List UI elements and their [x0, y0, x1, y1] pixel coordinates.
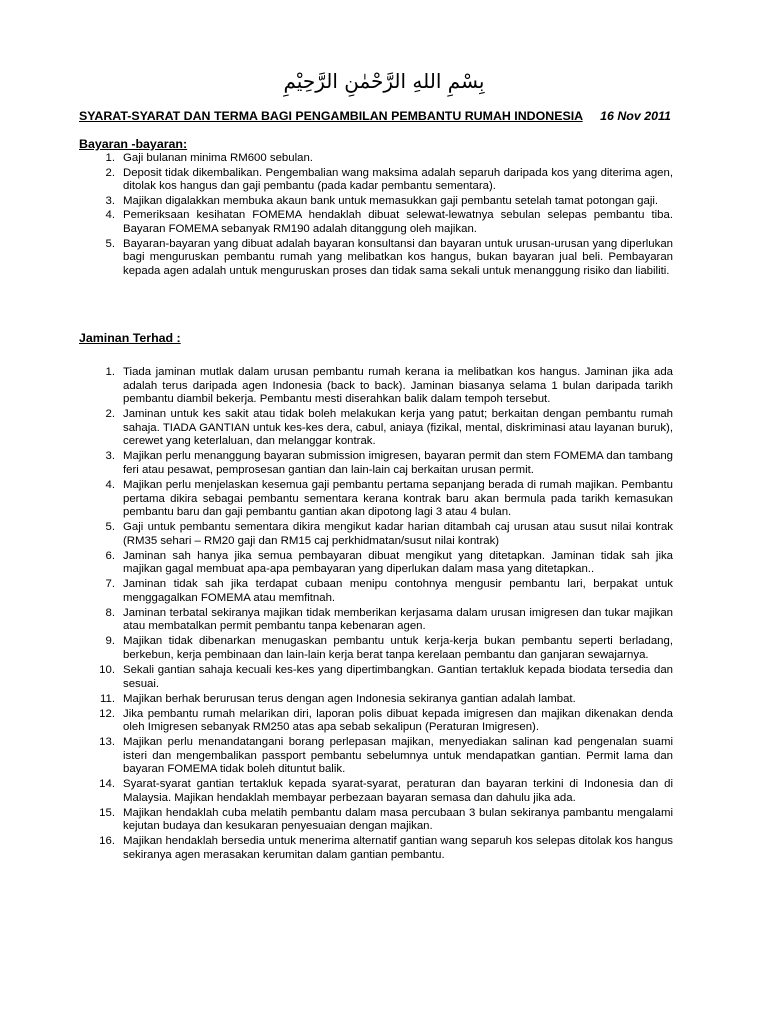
section-heading-bayaran: Bayaran -bayaran: [79, 137, 188, 151]
list-item-text: Jaminan terbatal sekiranya majikan tidak memberikan kerjasama dalam urusan imigresen dan tukar majikan atau membatalkan permit pembantu tanpa kebenaran agen. [123, 606, 673, 633]
list-item-number: 1. [105, 152, 115, 164]
list-item [79, 366, 673, 407]
list-item-number: 4. [105, 478, 115, 491]
list-item-text: Majikan berhak berurusan terus dengan agen Indonesia sekiranya gantian adalah lambat. [123, 692, 576, 705]
list-item-text: Tiada jaminan mutlak dalam urusan pembantu rumah kerana ia melibatkan kos hangus. Jaminan jika ada adalah terus daripada agen Indonesia (back to back). Jaminan biasanya selama 1 bulan daripada tarikh pembantu diambil bekerja. Pembantu mesti diserahkan balik dalam tempoh tersebut. [123, 366, 673, 406]
list-item-text: Jika pembantu rumah melarikan diri, laporan polis dibuat kepada imigresen dan majikan dikenakan denda oleh Imigresen sebanyak RM250 atas apa sebab sekalipun (Peraturan Imigresen). [123, 707, 673, 734]
list-item [79, 664, 673, 691]
list-item-number: 2. [105, 408, 115, 421]
list-item-number: 8. [105, 606, 115, 619]
list-item-number: 6. [105, 549, 115, 562]
list-item-number: 13. [99, 736, 115, 749]
list-item-text: Majikan perlu menanggung bayaran submission imigresen, bayaran permit dan stem FOMEMA dan tambang feri atau pesawat, pemprosesan gantian dan lain-lain caj berkaitan urusan permit. [123, 450, 673, 476]
list-item [79, 708, 673, 735]
list-item-text: Jaminan tidak sah jika terdapat cubaan menipu contohnya mengusir pembantu lari, berpakat untuk menggagalkan FOMEMA atau memfitnah. [123, 578, 673, 604]
basmalah-calligraphy: بِسْمِ اللهِ الرَّحْمٰنِ الرَّحِيْمِ [283, 69, 485, 93]
list-item [79, 450, 673, 477]
list-item-text: Deposit tidak dikembalikan. Pengembalian wang maksima adalah separuh daripada kos yang diterima agen, ditolak kos hangus dan gaji pembantu (pada kadar pembantu sementara). [123, 166, 673, 193]
list-item [79, 578, 673, 605]
list-item-text: Majikan hendaklah cuba melatih pembantu dalam masa percubaan 3 bulan sekiranya pambantu mengalami kejutan budaya dan kesukaran penyesuaian dengan majikan. [123, 806, 673, 833]
list-item-text: Gaji untuk pembantu sementara dikira mengikut kadar harian ditambah caj urusan atau susut nilai kontrak (RM35 sehari – RM20 gaji dan RM15 caj perkhidmatan/susut nilai kontrak) [123, 521, 673, 547]
list-item-number: 15. [99, 806, 115, 819]
list-item [79, 195, 673, 209]
list-item-text: Gaji bulanan minima RM600 sebulan. [123, 152, 313, 164]
list-item [79, 209, 673, 236]
list-item-number: 16. [99, 835, 115, 848]
list-item-text: Sekali gantian sahaja kecuali kes-kes yang dipertimbangkan. Gantian tertakluk kepada biodata tersedia dan sesuai. [123, 663, 673, 690]
document-date: 16 Nov 2011 [600, 109, 671, 123]
list-item-number: 10. [99, 663, 115, 676]
list-item-text: Majikan perlu menjelaskan kesemua gaji pembantu pertama sepanjang berada di rumah majikan. Pembantu pertama dikira sebagai pembantu sementara kerana kontrak baru akan bermula pada tarikh kemasukan pembantu baru dan gaji pembantu gantian akan dipotong lagi 3 atau 4 bulan. [123, 478, 673, 519]
list-item-number: 2. [105, 166, 115, 179]
list-item-number: 12. [99, 707, 115, 720]
list-item-text: Majikan perlu menandatangani borang perlepasan majikan, menyediakan salinan kad pengenalan suami isteri dan mengembalikan passport pembantu sebelumnya untuk mendapatkan gantian. Permit lama dan bayaran FOMEMA tidak boleh dituntut balik. [123, 736, 673, 776]
list-item [79, 635, 673, 662]
section-heading-jaminan: Jaminan Terhad : [79, 331, 181, 345]
list-bayaran [79, 152, 673, 279]
list-item [79, 835, 673, 862]
list-item-number: 5. [105, 521, 115, 534]
document-title-row [79, 108, 699, 124]
list-item-number: 7. [105, 578, 115, 591]
list-item [79, 238, 673, 279]
list-item-number: 4. [105, 209, 115, 222]
list-item-text: Majikan digalakkan membuka akaun bank untuk memasukkan gaji pembantu setelah tamat potongan gaji. [123, 194, 659, 207]
list-item-number: 11. [100, 692, 115, 705]
list-item-text: Bayaran-bayaran yang dibuat adalah bayaran konsultansi dan bayaran untuk urusan-urusan yang diperlukan bagi menguruskan pembantu rumah yang melibatkan kos hangus, bukan bayaran jual beli. Pembayaran kepada agen adalah untuk menguruskan proses dan tidak sama sekali untuk menanggung risiko dan liabiliti. [123, 237, 673, 277]
list-jaminan [79, 366, 673, 864]
list-item-text: Pemeriksaan kesihatan FOMEMA hendaklah dibuat selewat-lewatnya sebulan selepas pembantu tiba. Bayaran FOMEMA sebanyak RM190 adalah ditanggung oleh majikan. [123, 209, 673, 235]
list-item [79, 167, 673, 194]
list-item-number: 3. [105, 194, 115, 207]
list-item-text: Jaminan sah hanya jika semua pembayaran dibuat mengikut yang ditetapkan. Jaminan tidak sah jika majikan gagal membuat apa-apa pembayaran yang diperlukan dalam masa yang ditetapkan.. [123, 549, 673, 576]
list-item [79, 479, 673, 520]
list-item [79, 736, 673, 777]
list-item-number: 14. [99, 778, 115, 791]
list-item-number: 1. [105, 366, 115, 378]
list-item [79, 807, 673, 834]
list-item-text: Majikan hendaklah bersedia untuk menerima alternatif gantian wang separuh kos selepas ditolak kos hangus sekiranya agen merasakan kerumitan dalam gantian pembantu. [123, 835, 673, 862]
list-item-text: Jaminan untuk kes sakit atau tidak boleh melakukan kerja yang patut; berkaitan dengan pembantu rumah sahaja. TIADA GANTIAN untuk kes-kes dera, cabul, aniaya (fizikal, mental, diskriminasi atau layanan buruk), cerewet yang keterlaluan, dan melanggar kontrak. [123, 408, 673, 448]
list-item-text: Majikan tidak dibenarkan menugaskan pembantu untuk kerja-kerja bukan pembantu seperti berladang, berkebun, kerja pembinaan dan lain-lain kerja berat tanpa kerelaan pembantu dan ganjaran sewajarnya. [123, 635, 673, 661]
list-item [79, 778, 673, 805]
list-item-number: 9. [105, 635, 115, 648]
list-item-number: 5. [105, 237, 115, 250]
document-title: SYARAT-SYARAT DAN TERMA BAGI PENGAMBILAN PEMBANTU RUMAH INDONESIA [79, 109, 583, 123]
list-item [79, 693, 673, 707]
list-item-number: 3. [105, 450, 115, 463]
list-item [79, 152, 673, 166]
list-item [79, 521, 673, 548]
list-item-text: Syarat-syarat gantian tertakluk kepada syarat-syarat, peraturan dan bayaran terkini di Indonesia dan di Malaysia. Majikan hendaklah membayar perbezaan bayaran semasa dan dahulu jika ada. [123, 778, 673, 804]
list-item [79, 550, 673, 577]
list-item [79, 607, 673, 634]
list-item [79, 408, 673, 449]
